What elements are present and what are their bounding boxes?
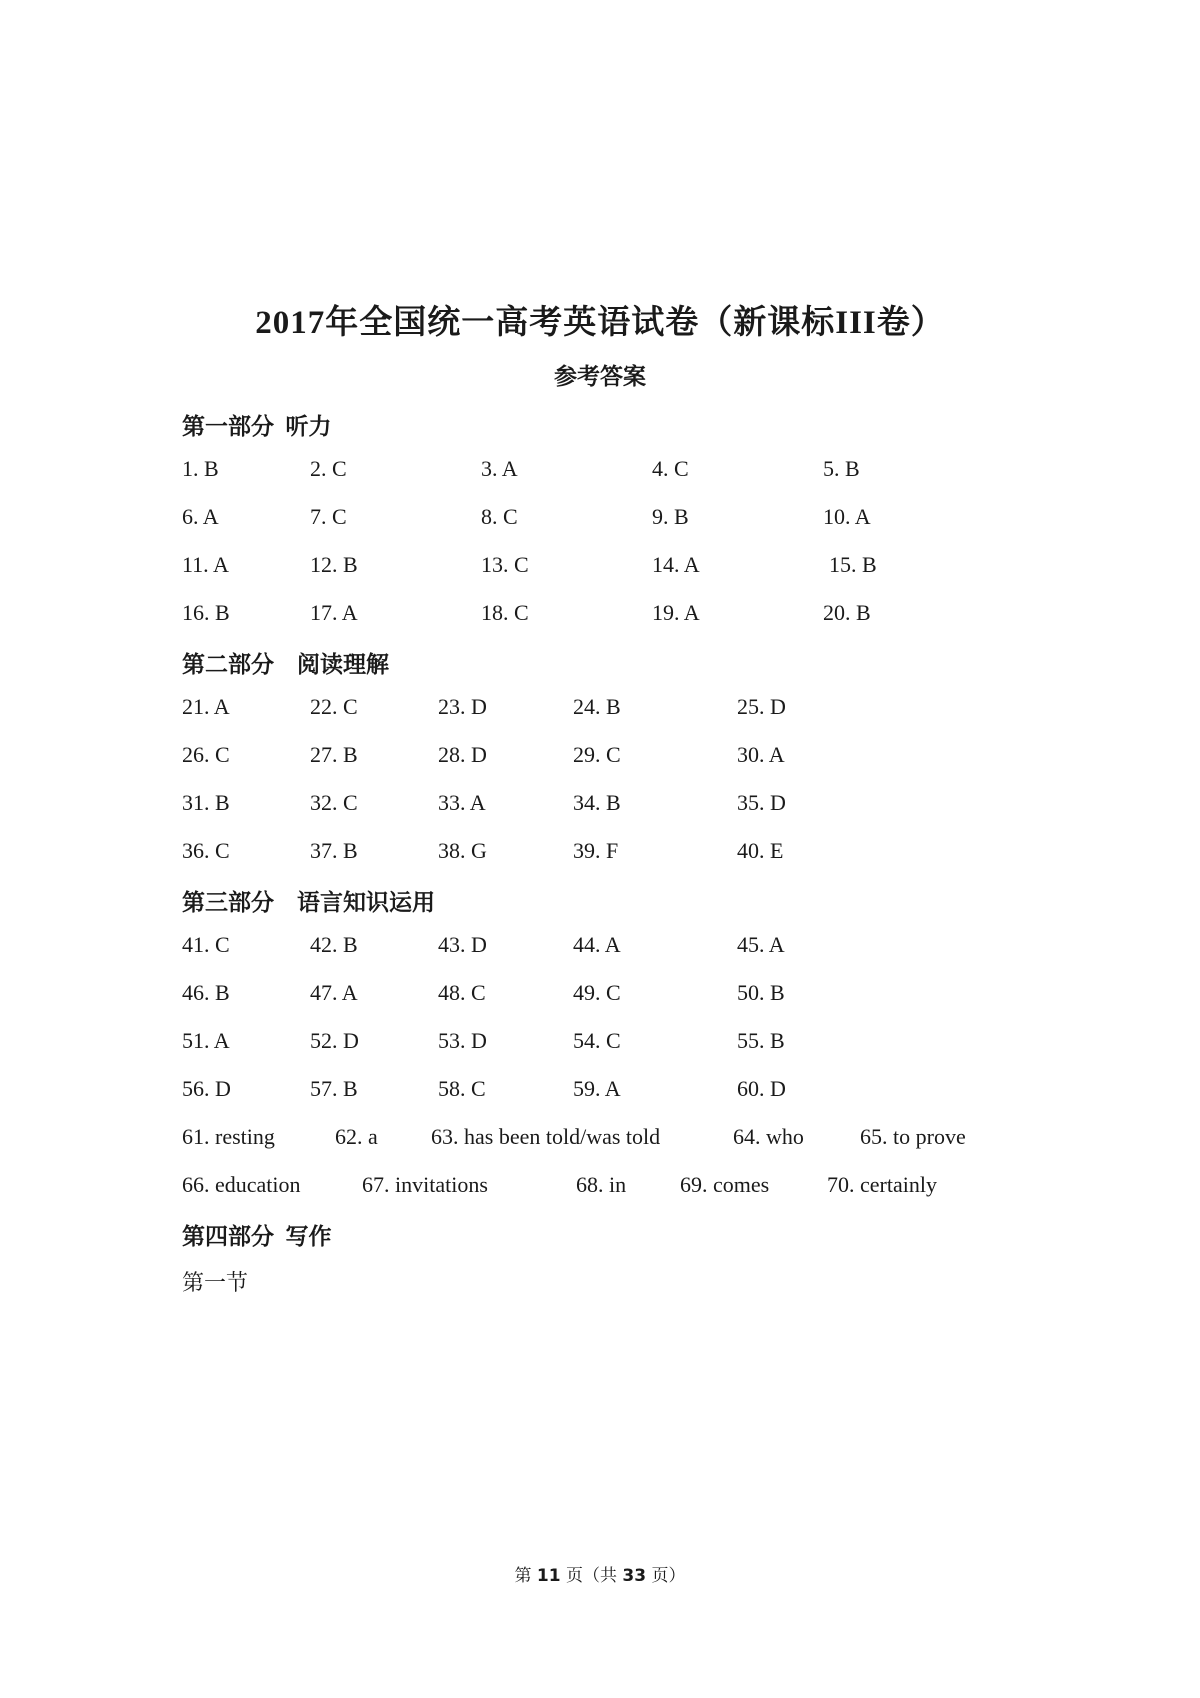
answer-item: 6. A (182, 504, 219, 529)
answer-item: 38. G (438, 838, 487, 863)
answer-item: 44. A (573, 932, 621, 957)
answer-item: 27. B (310, 742, 358, 767)
answer-item: 60. D (737, 1076, 786, 1101)
answer-item: 9. B (652, 504, 689, 529)
answer-item: 51. A (182, 1028, 230, 1053)
answer-item: 53. D (438, 1028, 487, 1053)
subsection-label: 第一节 (182, 1270, 249, 1295)
answer-item: 47. A (310, 980, 358, 1005)
answer-item: 52. D (310, 1028, 359, 1053)
answer-item: 16. B (182, 600, 230, 625)
answer-item: 29. C (573, 742, 621, 767)
answer-item: 8. C (481, 504, 518, 529)
answer-item: 61. resting (182, 1124, 275, 1149)
answer-item: 55. B (737, 1028, 785, 1053)
page-subtitle: 参考答案 (554, 364, 646, 389)
answer-item: 5. B (823, 456, 860, 481)
answer-item: 4. C (652, 456, 689, 481)
answer-item: 33. A (438, 790, 486, 815)
answer-item: 11. A (182, 552, 229, 577)
answer-item: 70. certainly (827, 1172, 937, 1197)
page-title: 2017年全国统一高考英语试卷（新课标III卷） (255, 305, 945, 341)
answer-item: 28. D (438, 742, 487, 767)
answer-item: 20. B (823, 600, 871, 625)
answer-item: 36. C (182, 838, 230, 863)
answer-item: 62. a (335, 1124, 378, 1149)
answer-item: 63. has been told/was told (431, 1124, 661, 1149)
answer-item: 25. D (737, 694, 786, 719)
answer-item: 43. D (438, 932, 487, 957)
answer-item: 19. A (652, 600, 700, 625)
section-heading-listening: 第一部分 听力 (182, 414, 332, 439)
page-footer (0, 1561, 1200, 1586)
answer-item: 45. A (737, 932, 785, 957)
section-heading-reading: 第二部分 阅读理解 (182, 652, 389, 677)
answer-item: 50. B (737, 980, 785, 1005)
answer-item: 30. A (737, 742, 785, 767)
answer-item: 42. B (310, 932, 358, 957)
answer-item: 2. C (310, 456, 347, 481)
footer-page-number: 11 (536, 1566, 561, 1586)
answer-item: 23. D (438, 694, 487, 719)
answer-item: 54. C (573, 1028, 621, 1053)
answer-item: 12. B (310, 552, 358, 577)
answer-item: 7. C (310, 504, 347, 529)
answer-item: 10. A (823, 504, 871, 529)
answer-item: 24. B (573, 694, 621, 719)
answer-item: 26. C (182, 742, 230, 767)
section-heading-language-use: 第三部分 语言知识运用 (182, 890, 435, 915)
footer-total-pages: 33 (622, 1566, 647, 1586)
answer-item: 18. C (481, 600, 529, 625)
answer-item: 69. comes (680, 1172, 770, 1197)
answer-item: 66. education (182, 1172, 301, 1197)
answer-item: 58. C (438, 1076, 486, 1101)
answer-item: 21. A (182, 694, 230, 719)
answer-item: 17. A (310, 600, 358, 625)
answer-item: 31. B (182, 790, 230, 815)
footer-prefix: 第 (514, 1566, 532, 1586)
answer-item: 68. in (576, 1172, 627, 1197)
answer-item: 46. B (182, 980, 230, 1005)
answer-item: 15. B (829, 552, 877, 577)
answer-item: 49. C (573, 980, 621, 1005)
answer-item: 59. A (573, 1076, 621, 1101)
footer-suffix: 页） (651, 1566, 686, 1586)
answer-item: 32. C (310, 790, 358, 815)
answer-item: 37. B (310, 838, 358, 863)
section-heading-writing: 第四部分 写作 (182, 1224, 332, 1249)
answer-item: 14. A (652, 552, 700, 577)
answer-item: 64. who (733, 1124, 804, 1149)
answer-item: 13. C (481, 552, 529, 577)
answer-item: 35. D (737, 790, 786, 815)
answer-item: 57. B (310, 1076, 358, 1101)
answer-item: 67. invitations (362, 1172, 488, 1197)
answer-item: 48. C (438, 980, 486, 1005)
answer-item: 1. B (182, 456, 219, 481)
answer-item: 40. E (737, 838, 784, 863)
answer-item: 22. C (310, 694, 358, 719)
footer-mid: 页（共 (566, 1566, 617, 1586)
answer-item: 34. B (573, 790, 621, 815)
answer-item: 41. C (182, 932, 230, 957)
answer-item: 56. D (182, 1076, 231, 1101)
answer-item: 65. to prove (860, 1124, 966, 1149)
answer-item: 3. A (481, 456, 518, 481)
answer-item: 39. F (573, 838, 619, 863)
